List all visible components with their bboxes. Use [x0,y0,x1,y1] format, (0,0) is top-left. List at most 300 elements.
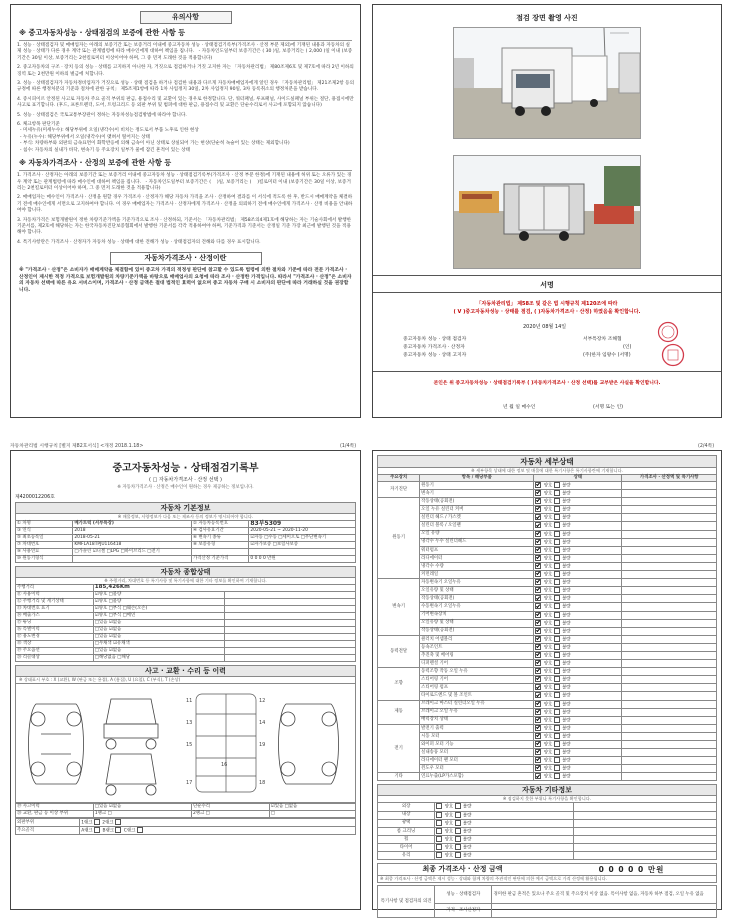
summary-note-cell [224,634,355,641]
checkbox-bad[interactable] [554,684,560,690]
other-info-label: 휠 [378,835,435,843]
accident-state: 1랭크 □ [93,811,191,818]
detail-item-note [622,603,717,611]
detail-note: ※ 세부항목 상태에 대한 정보 및 매물에 대한 특기사항은 특기사항란에 기재합니다. [377,467,717,474]
summary-table [15,584,356,662]
checkbox-good[interactable] [535,579,541,585]
checkbox-good[interactable] [535,725,541,731]
form-reference-note: 자동차관리법 시행규칙 [별지 제82호서식] <개정 2018.1.18> [10,444,144,449]
checkbox-good[interactable] [436,836,442,842]
detail-item-note [622,538,717,546]
sign-date: 2020년 08월 14일 [523,324,567,330]
summary-label: ⑮ 튜닝 [16,620,94,627]
other-info-state: 양호 불량 [435,827,574,835]
buyer-consent-text: 본인은 위 중고자동차성능 · 상태점검기록부 ( )자동차가격조사 · 산정 선택)를 교부받은 사실을 확인합니다. [433,381,661,386]
checkbox-good[interactable] [436,844,442,850]
checkbox-bad[interactable] [554,595,560,601]
checkbox-bad[interactable] [554,741,560,747]
checkbox-bad[interactable] [554,514,560,520]
appraiser-seal: (인) [623,345,632,350]
detail-item-state: 양호 불량 [534,611,622,619]
summary-state: □있음 ☑없음 [93,627,224,634]
basic-info-value: ☑자동 □수동 □세미오토 □무단변속기 [249,535,356,542]
checkbox-good[interactable] [535,587,541,593]
summary-state: ☑양호 □부식 □훼손(오손) [93,606,224,613]
detail-col-header: 가격조사 · 산정액 및 특기사항 [622,475,717,482]
detail-item-note [622,498,717,506]
basic-info-row [16,542,356,549]
detail-item-label: 실린더 헤드 / 가스켓 [420,514,534,522]
detail-row [378,611,717,619]
detail-item-label: 윈도우 모터 [420,765,534,773]
detail-item-note [622,506,717,514]
checkbox-bad[interactable] [554,773,560,779]
detail-item-note [622,716,717,724]
detail-item-state: 양호 불량 [534,482,622,490]
checkbox-bad[interactable] [554,579,560,585]
checkbox-good[interactable] [535,741,541,747]
basic-info-row [16,535,356,542]
detail-item-state: 양호 불량 [534,538,622,546]
final-price-title: 최종 가격조사 · 산정 금액 [422,865,503,874]
detail-item-state: 양호 불량 [534,692,622,700]
special-inspector-text: 경미한 판금 흔적은 있으나 주요 골격 및 주요장치 이상 없음. 특이사항 없음, 자동차 하부 점검, 오일 누유 없음 [492,886,717,904]
mileage-value: 185,426Km [93,585,355,592]
basic-info-label: ⑦ 차대번호 [16,542,73,549]
record-note: ※ 자동차가격조사 · 산정은 매수인이 원하는 경우 제공하는 정보입니다. [117,485,254,490]
detail-item-note [622,482,717,490]
summary-label: ⑪ 사용이력 [16,592,94,599]
checkbox-bad[interactable] [455,812,461,818]
checkbox-bad[interactable] [554,603,560,609]
special-inspector-label: 성능 · 상태점검자 [435,886,492,904]
summary-note: ※ 주행거리, 차대번호 등 특기사항 및 특기사항에 대한 기타 정보를 확인하여 기재합니다. [15,577,356,584]
checkbox-bad[interactable] [554,555,560,561]
summary-label: ⑭ 배출가스 [16,613,94,620]
checkbox-good[interactable] [535,660,541,666]
notice-panel [10,4,361,418]
checkbox-good[interactable] [535,603,541,609]
checkbox-bad[interactable] [455,844,461,850]
checkbox-good[interactable] [535,773,541,779]
detail-item-state: 양호 불량 [534,554,622,562]
checkbox-bad[interactable] [554,628,560,634]
summary-state: □있음 ☑없음 [93,648,224,655]
summary-row [16,627,356,634]
basic-info-value: □가솔린 ☑디젤 □LPG □하이브리드 □전기 [73,549,192,556]
detail-row [378,708,717,716]
checkbox-bad[interactable] [554,547,560,553]
record-subtitle: ( □ 자동차가격조사 · 산정 선택 ) [149,477,222,483]
checkbox-bad[interactable] [554,676,560,682]
checkbox-good[interactable] [535,555,541,561]
detail-group-label: 변속기 [378,579,420,636]
detail-item-state: 양호 불량 [534,708,622,716]
checkbox-bad[interactable] [554,620,560,626]
detail-item-state: 양호 불량 [534,530,622,538]
detail-row [378,506,717,514]
checkbox-good[interactable] [436,820,442,826]
basic-info-value: 2018-05-21 [73,535,192,542]
checkbox-good[interactable] [535,612,541,618]
detail-item-note [622,708,717,716]
other-info-label: 타이어 [378,843,435,851]
detail-item-label: 냉각수 수량 [420,562,534,570]
detail-item-label: 와이퍼 모터 기능 [420,741,534,749]
checkbox-good[interactable] [535,709,541,715]
checkbox-bad[interactable] [554,733,560,739]
basic-info-label: ④ 검사유효기간 [191,528,248,535]
special-notes-table [377,885,717,918]
detail-row [378,635,717,643]
checkbox-bad[interactable] [554,531,560,537]
detail-item-label: 오일 유량 [420,530,534,538]
price-section-title: ※ 자동차가격조사 · 산정의 보증에 관한 사항 등 [19,158,352,171]
page-number-2: (2/4쪽) [698,444,715,449]
checkbox-good[interactable] [535,571,541,577]
warranty-section-title: ※ 중고자동차성능 · 상태점검의 보증에 관한 사항 등 [19,28,352,41]
checkbox-good[interactable] [535,692,541,698]
sign-line-2: ( V )중고자동차성능 · 상태를 점검, ( )자동차가격조사 · 산정) 하였음을 확인합니다. [453,309,641,315]
detail-item-label: 스티어링 기어 [420,676,534,684]
checkbox-good[interactable] [535,490,541,496]
checkbox-good[interactable] [535,595,541,601]
checkbox-bad[interactable] [455,828,461,834]
checkbox-good[interactable] [535,733,541,739]
basic-info-value [249,549,356,556]
company-seal-stamp [661,343,685,367]
checkbox-bad[interactable] [554,539,560,545]
detail-item-state: 양호 불량 [534,757,622,765]
detail-item-note [622,724,717,732]
warranty-paragraph: 6. 체크항목 판단기준 - 미세누유(미세누수): 해당부위에 오일(냉각수)이 비치는 정도로서 부품 노후로 인한 현상 - 누유(누수): 해당부위에서 오일(냉각수)이 맺혀서 떨어지는 상태 - 부식: 차량하부와 외판의 금속표면이 화학반응에 의해 금속이 아닌 상태로 상실되어 가는 현상(단순히 녹슬어 있는 상태는 제외합니다) - 침수: 자동차의 실내가 바닥, 변속기 등 주요장치 일부가 물에 잠긴 흔적이 있는 상태 [17,122,290,153]
checkbox-good[interactable] [535,749,541,755]
detail-group-label: 자기진단 [378,482,420,498]
detail-item-note [622,773,717,781]
checkbox-good[interactable] [535,717,541,723]
accident-label: ⑳ 교환, 판금 등 이상 부위 [16,811,94,818]
detail-col-header: 상태 [534,475,622,482]
detail-item-label: 브레이크 오일 누유 [420,708,534,716]
detail-item-label: 등속조인트 [420,643,534,651]
detail-group-label: 기타 [378,773,420,781]
detail-item-label: 커먼레일 [420,571,534,579]
other-info-row [378,819,717,827]
detail-item-state: 양호 불량 [534,514,622,522]
outer-panel-label: 외판부위 [16,819,80,827]
detail-item-state: 양호 불량 [534,498,622,506]
detail-row [378,619,717,627]
detail-item-label: 라디에이터 팬 모터 [420,757,534,765]
special-appraiser-label: 가격 · 조사산정자 [435,904,492,918]
other-info-note [573,811,716,819]
basic-info-label: ③ 연식 [16,528,73,535]
buyer-signature-label: (서명 또는 인) [593,405,623,410]
other-info-table [377,802,717,860]
accident-label-2: 단순수리 [191,804,269,811]
checkbox-bad[interactable] [554,571,560,577]
checkbox-good[interactable] [535,701,541,707]
detail-row [378,668,717,676]
checkbox-bad[interactable] [554,709,560,715]
summary-row [16,613,356,620]
svg-text:18: 18 [259,780,266,786]
summary-note-cell [224,599,355,606]
basic-info-value: KMFLA18TPJU116418 [73,542,192,549]
checkbox-good[interactable] [535,757,541,763]
checkbox-good[interactable] [535,644,541,650]
detail-item-note [622,757,717,765]
detail-item-state: 양호 불량 [534,741,622,749]
detail-item-state: 양호 불량 [534,587,622,595]
checkbox-good[interactable] [535,531,541,537]
summary-row [16,641,356,648]
detail-item-state: 양호 불량 [534,506,622,514]
checkbox-bad[interactable] [455,820,461,826]
checkbox-bad[interactable] [554,660,560,666]
record-title: 중고자동차성능 · 상태점검기록부 [112,463,259,474]
detail-group-label: 조향 [378,668,420,700]
basic-info-value: 83부5309 [249,521,356,528]
record-number: 제4200012206호 [15,495,55,500]
checkbox-bad[interactable] [554,717,560,723]
detail-item-note [622,619,717,627]
checkbox-good[interactable] [535,539,541,545]
detail-table [377,474,717,781]
other-info-label: 외장 [378,803,435,811]
summary-note-cell [224,613,355,620]
summary-note-cell [224,641,355,648]
checkbox-bad[interactable] [554,701,560,707]
other-info-note [573,843,716,851]
checkbox-good[interactable] [535,765,541,771]
detail-item-label: 워터펌프 [420,546,534,554]
basic-info-value: 메가트럭 (서부특장) [73,521,192,528]
detail-item-note [622,554,717,562]
checkbox-good[interactable] [535,514,541,520]
summary-state: □해당없음 □해당 [93,655,224,662]
summary-row [16,599,356,606]
checkbox-good[interactable] [436,812,442,818]
checkbox-bad[interactable] [554,498,560,504]
checkbox-bad[interactable] [554,749,560,755]
checkbox-bad[interactable] [554,612,560,618]
detail-item-label: 냉각수 누수 실린더헤드 [420,538,534,546]
detail-item-label: 디퍼렌셜 기어 [420,660,534,668]
detail-item-note [622,692,717,700]
page-number-1: (1/4쪽) [340,444,357,449]
checkbox-good[interactable] [535,652,541,658]
detail-item-state: 양호 불량 [534,635,622,643]
final-price-note: ※ 최종 가격조사 · 산정 금액은 제시 성능 · 상태와 함께 차량의 주관적인 판단에 의한 예시 금액으로 가격 산정에 활용됩니다. [377,876,717,883]
car-damage-diagram [15,683,356,803]
checkbox-good[interactable] [535,563,541,569]
detail-item-state: 양호 불량 [534,716,622,724]
detail-item-note [622,676,717,684]
other-info-row [378,827,717,835]
detail-item-note [622,627,717,635]
svg-text:13: 13 [186,720,193,726]
detail-item-note [622,660,717,668]
detail-item-note [622,684,717,692]
basic-info-value: 2018 [73,528,192,535]
other-info-label: 광택 [378,819,435,827]
detail-item-label: 작동상태(공회전) [420,627,534,635]
detail-item-label: 기어변속장치 [420,611,534,619]
checkbox-bad[interactable] [554,692,560,698]
detail-row [378,732,717,740]
other-info-note [573,827,716,835]
checkbox-good[interactable] [535,668,541,674]
detail-item-note [622,765,717,773]
checkbox-good[interactable] [535,482,541,488]
checkbox-bad[interactable] [554,506,560,512]
checkbox-bad[interactable] [554,652,560,658]
checkbox-bad[interactable] [554,668,560,674]
notifier-name: (주)한자 임왕수 (서명) [583,353,631,358]
summary-state: □무채색 ☑유채색 [93,641,224,648]
detail-item-note [622,700,717,708]
checkbox-bad[interactable] [554,482,560,488]
checkbox-bad[interactable] [554,644,560,650]
basic-info-table [15,520,356,563]
detail-item-label: 타이로드엔드 및 볼 조인트 [420,692,534,700]
mileage-label: 주행거리 [16,585,94,592]
basic-info-value: ☑자가보증 □보험사보증 [249,542,356,549]
detail-item-label: 발전기 출력 [420,724,534,732]
basic-info-label [191,549,248,556]
accident-title: 사고 · 교환 · 수리 등 이력 [15,665,356,676]
detail-item-state: 양호 불량 [534,700,622,708]
detail-col-header: 주요장치 [378,475,420,482]
checkbox-good[interactable] [535,506,541,512]
summary-row [16,655,356,662]
detail-item-state: 양호 불량 [534,522,622,530]
other-info-row [378,803,717,811]
inspection-record-page-2 [372,450,722,913]
checkbox-bad[interactable] [554,587,560,593]
detail-item-note [622,514,717,522]
other-info-note [573,803,716,811]
detail-item-state: 양호 불량 [534,562,622,570]
detail-item-state: 양호 불량 [534,765,622,773]
inspector-name: 서부특장차 조해협 [583,337,622,342]
detail-item-label: 클러치 어셈블리 [420,635,534,643]
price-paragraph: 1. 가격조사 · 산정자는 아래의 보증기간 또는 보증거리 이내에 중고자동차 성능 · 상태점검기록부(가격조사 · 산정 부분 한정)에 기재된 내용에 허위 또는 오류가 있는 경우 계약 또는 관계법령에 따라 매수인에 대하여 책임을 집니다. - 자동차인도일부터 보증기간은 ( )일, 보증거리는 ( )킬로미터 이내 (보증기간은 30일 이상, 보증거리는 2천킬로미터 이상이어야 하며, 그 중 먼저 도래한 것을 적용합니다) [17,173,352,191]
detail-item-state: 양호 불량 [534,676,622,684]
checkbox-bad[interactable] [554,522,560,528]
checkbox-good[interactable] [436,828,442,834]
detail-row [378,522,717,530]
basic-info-row [16,521,356,528]
detail-row [378,741,717,749]
checkbox-good[interactable] [535,547,541,553]
detail-item-note [622,490,717,498]
summary-mileage-row [16,585,356,592]
detail-row [378,676,717,684]
accident-state: □있음 ☑없음 [93,804,191,811]
checkbox-good[interactable] [535,636,541,642]
checkbox-good[interactable] [535,628,541,634]
checkbox-good[interactable] [436,803,442,809]
checkbox-bad[interactable] [554,725,560,731]
detail-item-note [622,732,717,740]
detail-item-label: 실린더 블록 / 오일팬 [420,522,534,530]
checkbox-good[interactable] [535,676,541,682]
warranty-paragraph: 5. 성능 · 상태점검은 국토교통부장관이 정하는 자동차성능점검방법에 따라야 합니다. [17,112,187,118]
checkbox-good[interactable] [535,498,541,504]
summary-row [16,620,356,627]
summary-note-cell [224,655,355,662]
detail-row [378,700,717,708]
detail-item-note [622,587,717,595]
detail-item-state: 양호 불량 [534,595,622,603]
detail-group-label: 제동 [378,700,420,724]
other-info-row [378,835,717,843]
detail-row [378,530,717,538]
detail-item-note [622,611,717,619]
detail-item-note [622,741,717,749]
detail-row [378,627,717,635]
checkbox-good[interactable] [535,684,541,690]
svg-text:11: 11 [186,698,193,704]
other-info-state: 양호 불량 [435,811,574,819]
checkbox-bad[interactable] [455,836,461,842]
detail-item-state: 양호 불량 [534,603,622,611]
detail-item-state: 양호 불량 [534,490,622,498]
detail-row [378,660,717,668]
checkbox-bad[interactable] [554,563,560,569]
svg-text:16: 16 [221,762,228,768]
svg-text:12: 12 [259,698,266,704]
frame-label: 주요골격 [16,827,80,835]
detail-item-label: 스티어링 펌프 [420,684,534,692]
summary-label: ⑬ 차대번호 표기 [16,606,94,613]
checkbox-bad[interactable] [554,765,560,771]
accident-row [16,804,356,811]
detail-item-label: 변속기 [420,490,534,498]
checkbox-bad[interactable] [455,803,461,809]
detail-row [378,643,717,651]
warranty-paragraph: 3. 성능 · 상태점검자가 자동차정비업자가 거짓으로 성능 · 상태 점검을 하거나 점검한 내용과 다르게 자동차매매업자에게 알린 경우 「자동차관리법」 제21조제2항 등의 규정에 따른 행정처분의 기준과 절차에 관한 규칙」 제5조제1항에 따라 1차 사업정지 30일, 2차 사업정지 90일, 3차 등록취소의 행정처분을 받습니다. [17,81,356,93]
basic-info-value [73,556,192,563]
checkbox-bad[interactable] [554,490,560,496]
detail-row [378,716,717,724]
checkbox-bad[interactable] [455,852,461,858]
checkbox-bad[interactable] [554,757,560,763]
accident-state-2: □ [269,811,355,818]
accident-label-2: 2랭크 □ [191,811,269,818]
rank-table [15,818,356,835]
detail-row [378,724,717,732]
detail-item-state: 양호 불량 [534,668,622,676]
price-paragraph: 3. 자동차가격은 보험개발원이 정한 차량기준가액을 기준가격으로 조사 · 산정하되, 기준서는 「자동차관리법」 제58조의4제1호에 해당하는 자는 기술사회에서 발행한 기준서를, 제2호에 해당하는 자는 한국자동차진단보증협회에서 발행한 기준서를 각각 적용하여야 하며, 기준가격과 기준서는 산정일 기준 가장 최근에 발행된 것을 적용해야 합니다. [17,217,353,236]
checkbox-good[interactable] [535,620,541,626]
summary-state: □있음 ☑없음 [93,620,224,627]
checkbox-bad[interactable] [554,636,560,642]
detail-item-label: 수동변속기 오일누유 [420,603,534,611]
checkbox-good[interactable] [436,852,442,858]
price-explain-text: ※ "가격조사 · 산정"은 소비자가 매매계약을 체결함에 있어 중고차 가격의 적정성 판단에 참고할 수 있도록 법령에 의한 절차와 기준에 따라 전문 가격조사 · 산정인이 제시한 적정 가격으로 보험개발원의 차량기준가액을 바탕으로 매매업사의 요청에 따라 조사 · 산정한 가격입니다. 따라서 "가격조사 · 산정"은 소비자의 자동차 선택에 따른 유요 서비스이며, 가격조사 · 산정 금액은 절대 법적인 효력이 없으며 중고 자동차 구매 시 소비자의 판단에 따라 거래하실 것을 권장합니다. [19,268,352,293]
other-info-row [378,852,717,860]
checkbox-good[interactable] [535,522,541,528]
other-info-label: 룸 크리닝 [378,827,435,835]
basic-info-row [16,556,356,563]
detail-item-label: 오일유량 및 상태 [420,587,534,595]
other-info-title: 자동차 기타정보 [377,784,717,795]
detail-item-note [622,668,717,676]
other-info-state: 양호 불량 [435,852,574,860]
